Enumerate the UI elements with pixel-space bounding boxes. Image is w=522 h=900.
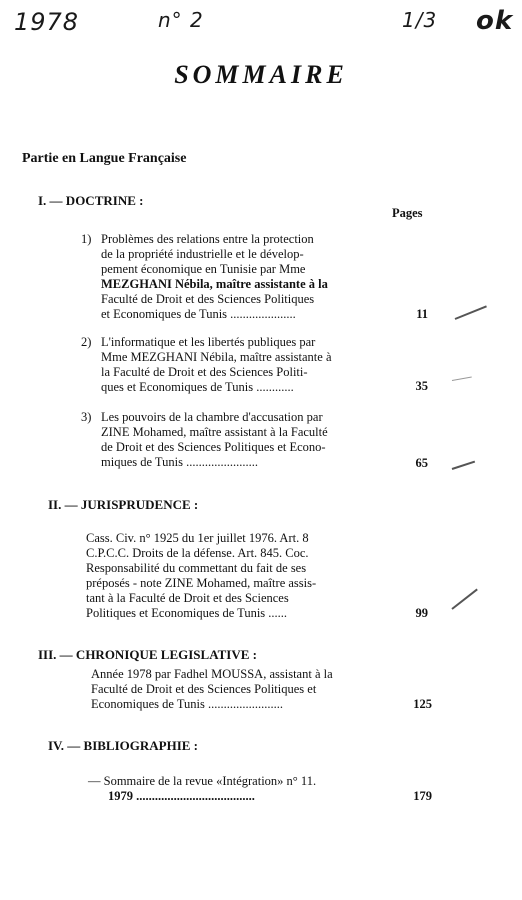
entry-line: Les pouvoirs de la chambre d'accusation par xyxy=(101,410,323,424)
entry-line: de la propriété industrielle et le dévelop- xyxy=(101,247,304,261)
section-doctrine-heading: I. — DOCTRINE : xyxy=(38,193,144,208)
entry-line: la Faculté de Droit et des Sciences Politi- xyxy=(101,365,308,379)
entry-line: Faculté de Droit et des Sciences Politiques et xyxy=(91,682,317,696)
page-number: 179 xyxy=(413,789,432,803)
entry-line: Problèmes des relations entre la protection xyxy=(101,232,314,246)
page-number: 11 xyxy=(416,307,428,321)
entry-line: 1979 ...................................... xyxy=(108,789,255,803)
section-bibliographie-heading: IV. — BIBLIOGRAPHIE : xyxy=(48,738,199,753)
section-jurisprudence-heading: II. — JURISPRUDENCE : xyxy=(48,497,199,512)
pencil-tick-mark xyxy=(452,461,475,470)
bibliographie-entry xyxy=(88,774,403,804)
entry-line: C.P.C.C. Droits de la défense. Art. 845. Coc. xyxy=(86,546,309,560)
handwritten-fraction: 1/3 xyxy=(402,8,438,32)
jurisprudence-entry xyxy=(86,531,401,621)
doctrine-entry-2 xyxy=(81,335,411,395)
entry-line: L'informatique et les libertés publiques par xyxy=(101,335,316,349)
pencil-tick-mark xyxy=(452,377,472,381)
page-number: 99 xyxy=(415,606,428,620)
entry-number: 1) xyxy=(81,232,92,246)
entry-line: ques et Economiques de Tunis ............ xyxy=(101,380,294,394)
pages-column-header: Pages xyxy=(392,206,423,220)
handwritten-issue-number: n° 2 xyxy=(158,8,204,32)
part-title: Partie en Langue Française xyxy=(22,151,187,166)
entry-line: — Sommaire de la revue «Intégration» n° 11. xyxy=(88,774,317,788)
entry-line: et Economiques de Tunis ..................... xyxy=(101,307,296,321)
entry-line: Faculté de Droit et des Sciences Politiques xyxy=(101,292,315,306)
page-number: 125 xyxy=(413,697,432,711)
entry-line: préposés - note ZINE Mohamed, maître assis- xyxy=(86,576,317,590)
entry-number: 2) xyxy=(81,335,92,349)
entry-line: Economiques de Tunis ........................ xyxy=(91,697,284,711)
page-title: SOMMAIRE xyxy=(174,60,348,89)
entry-line: MEZGHANI Nébila, maître assistante à la xyxy=(101,277,328,291)
handwritten-ok: ok xyxy=(476,6,514,36)
entry-line: pement économique en Tunisie par Mme xyxy=(101,262,306,276)
entry-line: Responsabilité du commettant du fait de ses xyxy=(86,561,307,575)
entry-line: Année 1978 par Fadhel MOUSSA, assistant à la xyxy=(91,667,333,681)
page-number: 65 xyxy=(415,456,428,470)
entry-line: de Droit et des Sciences Politiques et Econo- xyxy=(101,440,326,454)
entry-line: Mme MEZGHANI Nébila, maître assistante à xyxy=(101,350,332,364)
chronique-entry xyxy=(91,667,406,712)
entry-line: Cass. Civ. n° 1925 du 1er juillet 1976. Art. 8 xyxy=(86,531,309,545)
page-number: 35 xyxy=(415,379,428,393)
pencil-tick-mark xyxy=(451,589,477,610)
doctrine-entry-1 xyxy=(81,232,411,322)
entry-line: Politiques et Economiques de Tunis ...... xyxy=(86,606,288,620)
doctrine-entry-3 xyxy=(81,410,411,470)
entry-line: ZINE Mohamed, maître assistant à la Faculté xyxy=(101,425,328,439)
entry-line: tant à la Faculté de Droit et des Sciences xyxy=(86,591,289,605)
pencil-tick-mark xyxy=(455,305,487,320)
handwritten-year: 1978 xyxy=(14,8,80,36)
entry-line: miques de Tunis ....................... xyxy=(101,455,258,469)
section-chronique-heading: III. — CHRONIQUE LEGISLATIVE : xyxy=(38,647,258,662)
entry-number: 3) xyxy=(81,410,92,424)
